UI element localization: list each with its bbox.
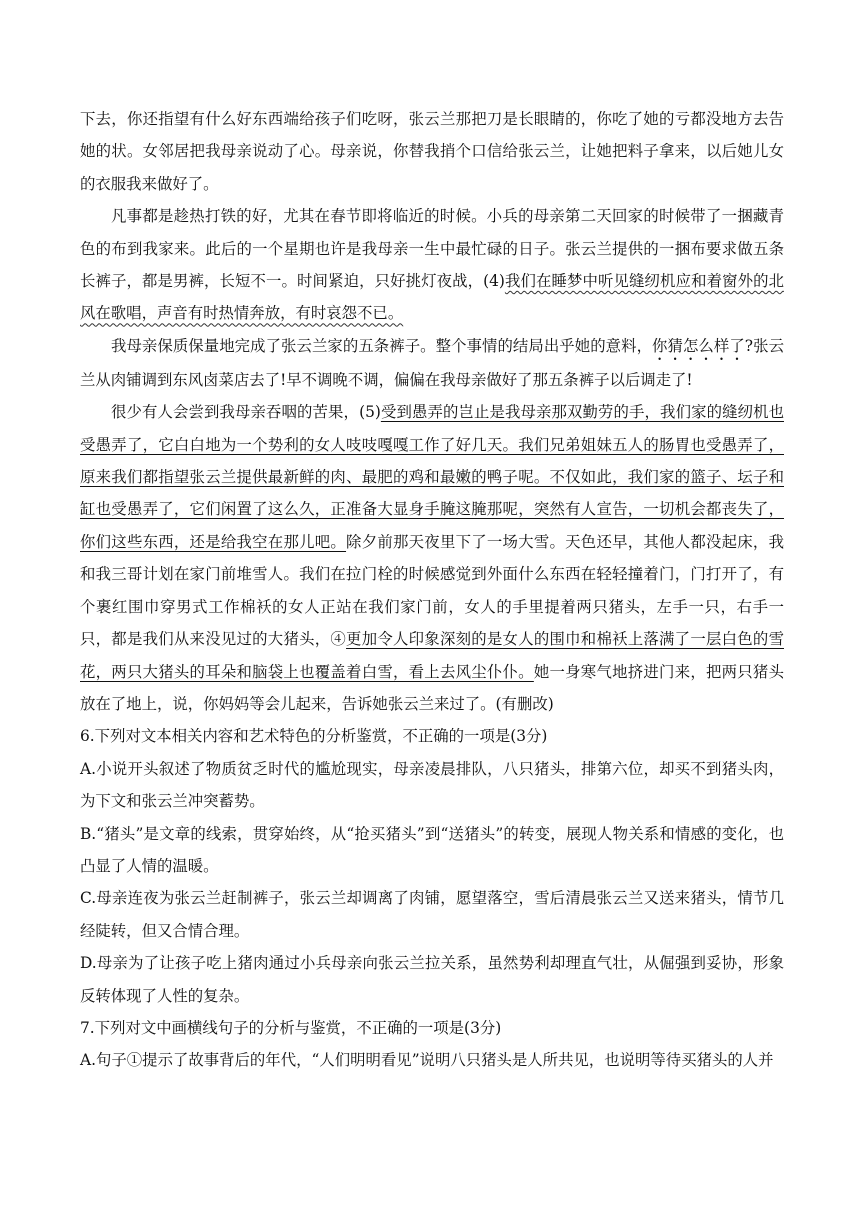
paragraph-2-text: 凡事都是趁热打铁的好，尤其在春节即将临近的时候。小兵的母亲第二天回家的时候带了一捆藏青色的布到我家来。此后的一个星期也许是我母亲一生中最忙碌的日子。张云兰提供的一捆布要求做五条长裤子，都是男裤，长短不一。时间紧迫，只好挑灯夜战，(4) <box>80 207 784 291</box>
passage-paragraph-1: 下去，你还指望有什么好东西端给孩子们吃呀，张云兰那把刀是长眼睛的，你吃了她的亏都没地方去告她的状。女邻居把我母亲说动了心。母亲说，你替我捎个口信给张云兰，让她把料子拿来，以后她儿女的衣服我来做好了。 <box>80 110 784 193</box>
emphasis-dotted-phrase: 你猜怎么样了 <box>652 336 745 355</box>
paragraph-4-text-middle: 除夕前那天夜里下了一场大雪。天色还早，其他人都没起床，我和我三哥计划在家门前堆雪人。我们在拉门栓的时候感觉到外面什么东西在轻轻撞着门，门打开了，有个裹红围巾穿男式工作棉袄的女人正站在我们家门前，女人的手里提着两只猪头，左手一只，右手一只，都是我们从来没见过的大猪头，④ <box>80 532 784 649</box>
question-6-option-c: C.母亲连夜为张云兰赶制裤子，张云兰却调离了肉铺，愿望落空，雪后清晨张云兰又送来猪头，情节几经陡转，但又合情合理。 <box>80 889 784 940</box>
underlined-sentence-circled-4: 更加令人印象深刻的是女人的围巾和棉袄上落满了一层白色的雪花，两只大猪头的耳朵和脑袋上也覆盖着白雪，看上去风尘仆仆。 <box>80 630 784 681</box>
question-6-stem: 6.下列对文本相关内容和艺术特色的分析鉴赏，不正确的一项是(3分) <box>80 727 548 746</box>
question-7-option-a: A.句子①提示了故事背后的年代，“人们明明看见”说明八只猪头是人所共见，也说明等待买猪头的人并 <box>80 1051 774 1070</box>
question-6-option-a: A.小说开头叙述了物质贫乏时代的尴尬现实，母亲凌晨排队，八只猪头，排第六位，却买不到猪头肉，为下文和张云兰冲突蓄势。 <box>80 759 784 811</box>
question-7-stem: 7.下列对文中画横线句子的分析与鉴赏，不正确的一项是(3分) <box>80 1018 502 1037</box>
paragraph-4-text: 很少有人会尝到我母亲吞咽的苦果，(5) <box>111 403 381 422</box>
document-page <box>80 103 784 1077</box>
paragraph-3-text: 我母亲保质保量地完成了张云兰家的五条裤子。整个事情的结局出乎她的意料， <box>111 336 653 355</box>
underlined-sentence-5: 受到愚弄的岂止是我母亲那双勤劳的手，我们家的缝纫机也受愚弄了，它白白地为一个势利的女人吱吱嘎嘎工作了好几天。我们兄弟姐妹五人的肠胃也受愚弄了，原来我们都指望张云兰提供最新鲜的肉、最肥的鸡和最嫩的鸭子呢。不仅如此，我们家的篮子、坛子和缸也受愚弄了，它们闲置了这么久，正准备大显身手腌这腌那呢，突然有人宣告，一切机会都丧失了，你们这些东西，还是给我空在那儿吧。 <box>80 403 784 551</box>
question-6-option-d: D.母亲为了让孩子吃上猪肉通过小兵母亲向张云兰拉关系，虽然势利却理直气壮，从倔强到妥协，形象反转体现了人性的复杂。 <box>80 954 784 1005</box>
passage-paragraph-2 <box>80 200 784 330</box>
passage-paragraph-3 <box>80 330 784 396</box>
passage-paragraph-4 <box>80 396 784 720</box>
paragraph-4-text-end: 她一身寒气地挤进门来，把两只猪头放在了地上，说，你妈妈等会儿起来，告诉她张云兰来过了。(有删改) <box>80 662 784 713</box>
question-6-option-b: B.“猪头”是文章的线索，贯穿始终，从“抢买猪头”到“送猪头”的转变，展现人物关系和情感的变化，也凸显了人情的温暖。 <box>80 824 784 875</box>
wavy-underlined-sentence-4: 我们在睡梦中听见缝纫机应和着窗外的北风在歌唱，声音有时热情奔放，有时哀怨不已。 <box>80 272 784 323</box>
paragraph-3-text-end: ?张云兰从肉铺调到东风卤菜店去了!早不调晚不调，偏偏在我母亲做好了那五条裤子以后调走了! <box>80 336 784 389</box>
